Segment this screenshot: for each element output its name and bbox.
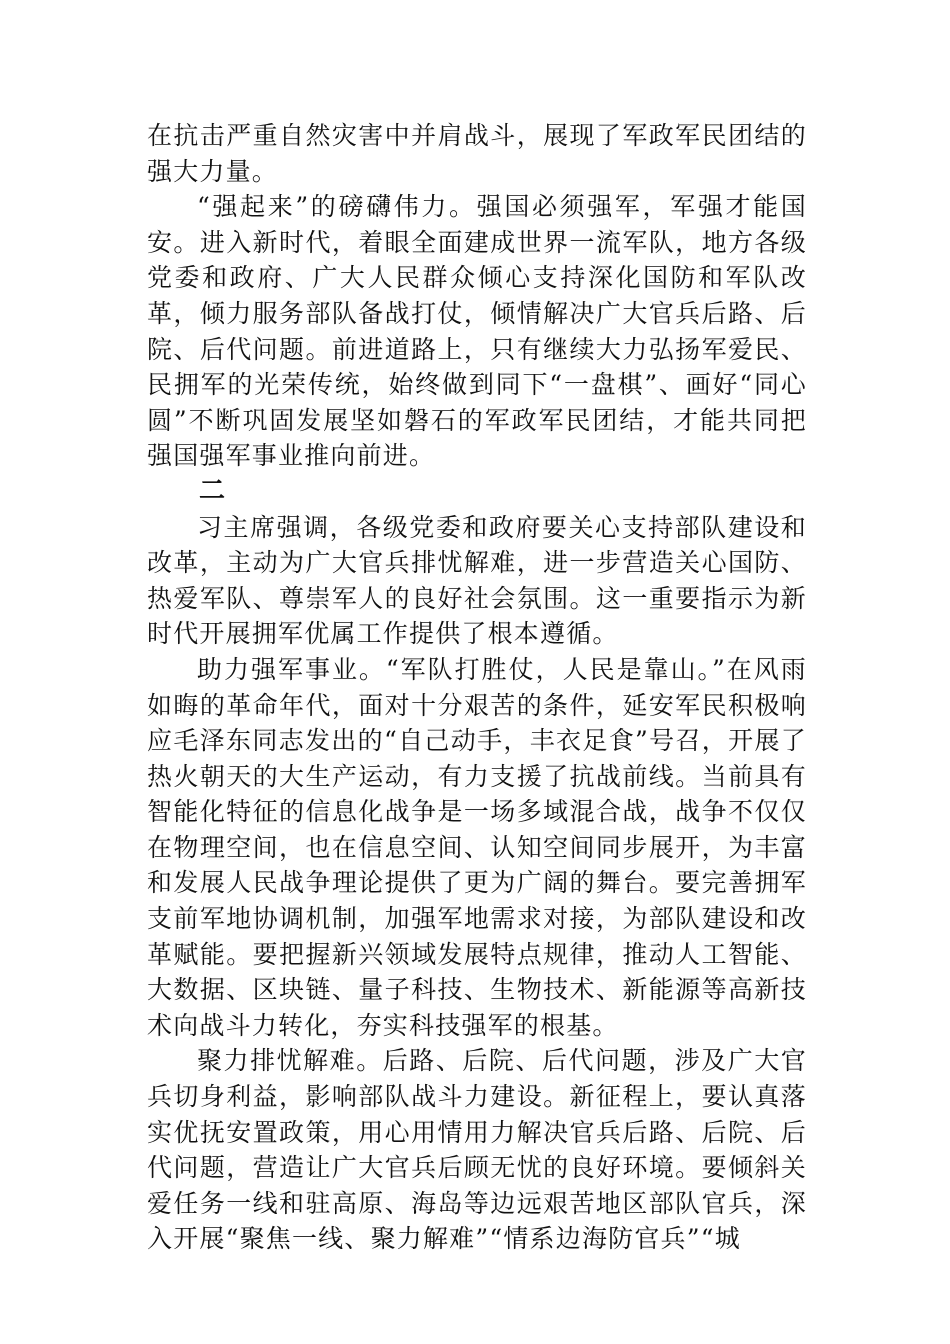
paragraph-xi-emphasis: 习主席强调，各级党委和政府要关心支持部队建设和改革，主动为广大官兵排忧解难，进一步营造关心国防、热爱军队、尊崇军人的良好社会氛围。这一重要指示为新时代开展拥军优属工作提供了根本遵循。 (147, 512, 807, 649)
paragraph-zhuli-qiangjun: 助力强军事业。“军队打胜仗，人民是靠山。”在风雨如晦的革命年代，面对十分艰苦的条件，延安军民积极响应毛泽东同志发出的“自己动手，丰衣足食”号召，开展了热火朝天的大生产运动，有力支援了抗战前线。当前具有智能化特征的信息化战争是一场多域混合战，战争不仅仅在物理空间，也在信息空间、认知空间同步展开，为丰富和发展人民战争理论提供了更为广阔的舞台。要完善拥军支前军地协调机制，加强军地需求对接，为部队建设和改革赋能。要把握新兴领域发展特点规律，推动人工智能、大数据、区块链、量子科技、生物技术、新能源等高新技术向战斗力转化，夯实科技强军的根基。 (147, 654, 807, 1040)
document-body (147, 118, 807, 1257)
paragraph-continuation: 在抗击严重自然灾害中并肩战斗，展现了军政军民团结的强大力量。 (147, 121, 807, 186)
paragraph-qiangqilai: “强起来”的磅礴伟力。强国必须强军，军强才能国安。进入新时代，着眼全面建成世界一流军队，地方各级党委和政府、广大人民群众倾心支持深化国防和军队改革，倾力服务部队备战打仗，倾情解决广大官兵后路、后院、后代问题。前进道路上，只有继续大力弘扬军爱民、民拥军的光荣传统，始终做到同下“一盘棋”、画好“同心圆”不断巩固发展坚如磐石的军政军民团结，才能共同把强国强军事业推向前进。 (147, 192, 807, 471)
paragraph-juli-paiyou: 聚力排忧解难。后路、后院、后代问题，涉及广大官兵切身利益，影响部队战斗力建设。新征程上，要认真落实优抚安置政策，用心用情用力解决官兵后路、后院、后代问题，营造让广大官兵后顾无忧的良好环境。要倾斜关爱任务一线和驻高原、海岛等边远艰苦地区部队官兵，深入开展“聚焦一线、聚力解难”“情系边海防官兵”“城 (147, 1046, 807, 1254)
section-heading-two: 二 (199, 475, 227, 506)
